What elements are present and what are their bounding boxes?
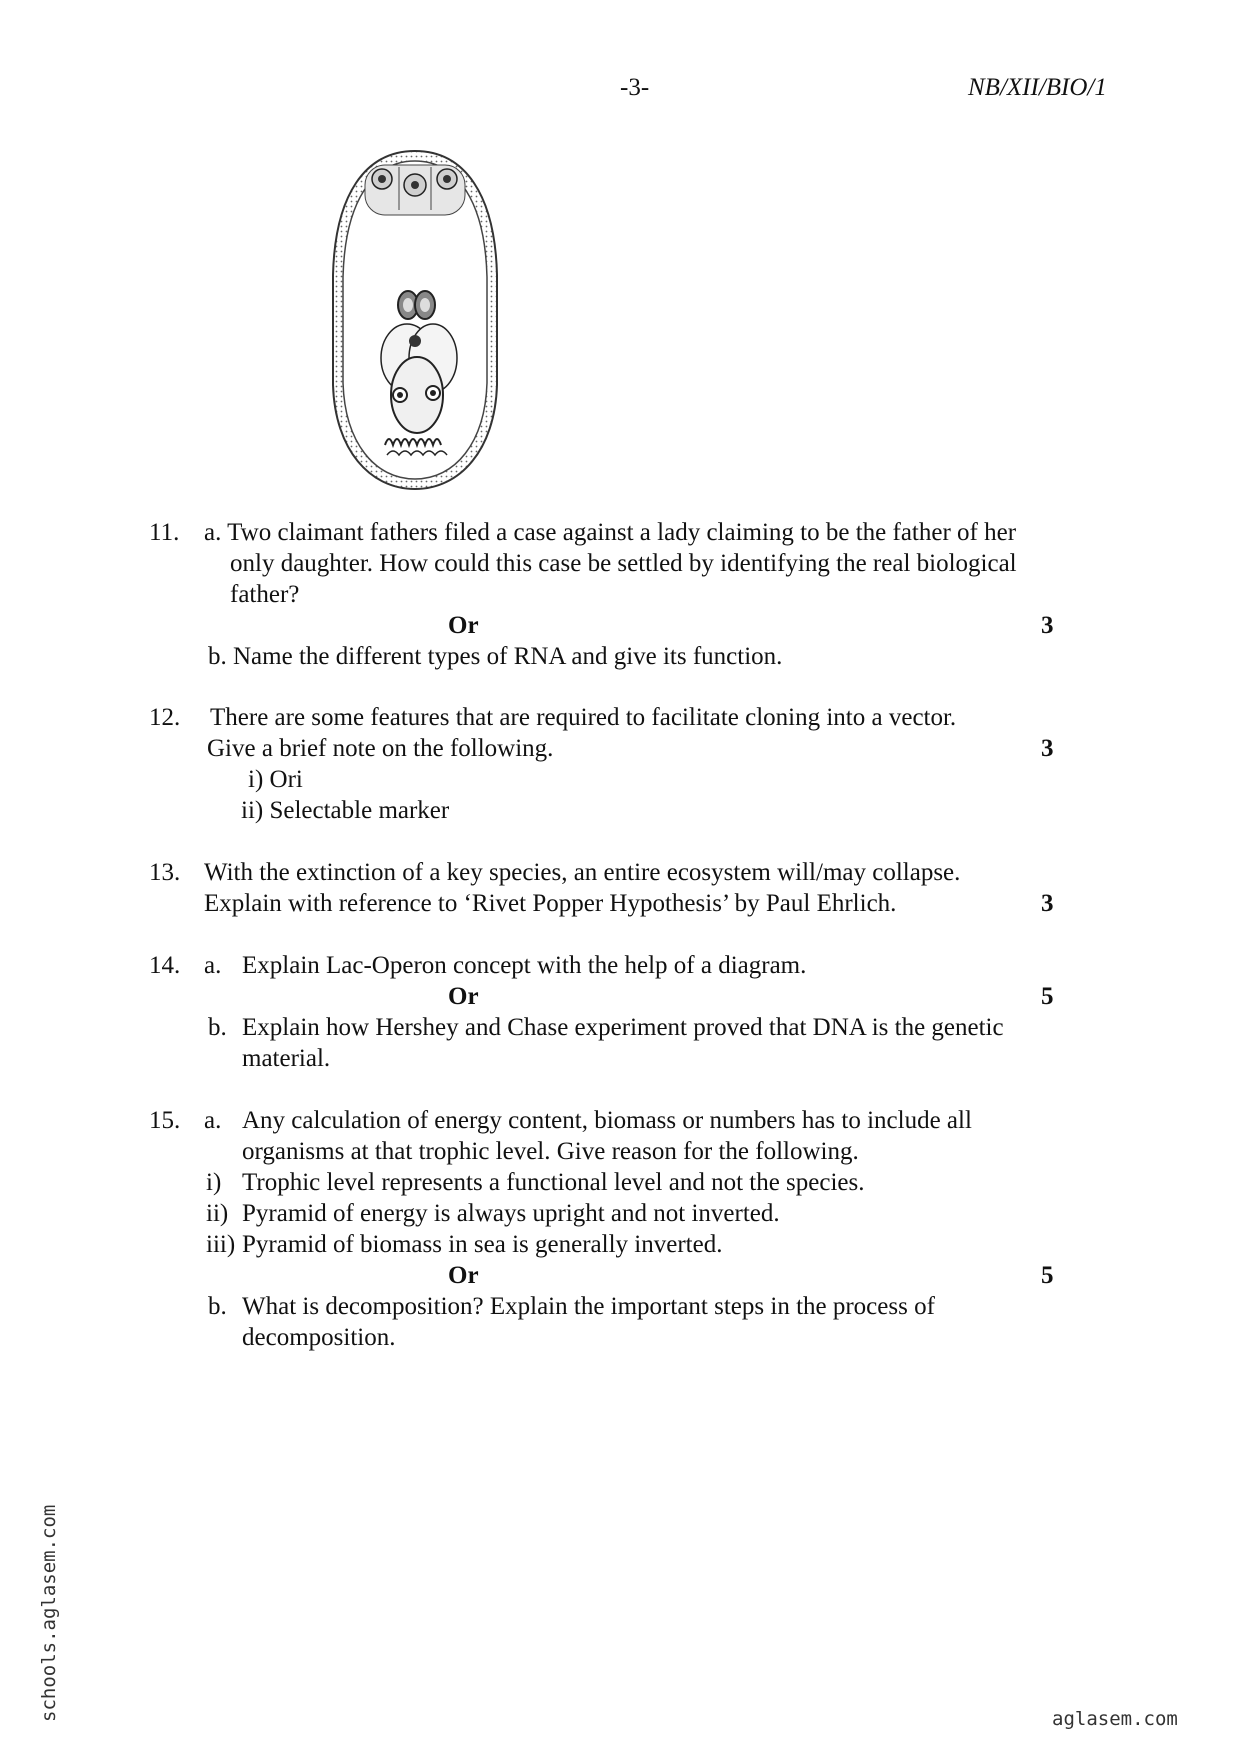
q15-item-2-text: Pyramid of energy is always upright and not inverted. (242, 1200, 780, 1227)
q14-or: Or (448, 983, 479, 1010)
q12-item-1: i) Ori (248, 766, 303, 793)
q11-a-line-2: only daughter. How could this case be settled by identifying the real biological (230, 550, 1017, 577)
q14-marks: 5 (1041, 983, 1054, 1010)
q11-number: 11. (149, 519, 180, 546)
q15-item-3-text: Pyramid of biomass in sea is generally inverted. (242, 1231, 723, 1258)
q15-a-line-2: organisms at that trophic level. Give reason for the following. (242, 1138, 859, 1165)
q15-item-2-label: ii) (206, 1200, 229, 1227)
q14-a-label: a. (204, 952, 222, 979)
q12-item-2: ii) Selectable marker (241, 797, 450, 824)
side-watermark: schools.aglasem.com (38, 1504, 60, 1722)
q15-a-line-1: Any calculation of energy content, biomass or numbers has to include all (242, 1107, 972, 1134)
q15-b-line-1: What is decomposition? Explain the important steps in the process of (242, 1293, 935, 1320)
q15-or: Or (448, 1262, 479, 1289)
q13-number: 13. (149, 859, 181, 886)
q12-line-1: There are some features that are required to facilitate cloning into a vector. (210, 704, 957, 731)
q15-b-label: b. (208, 1293, 227, 1320)
q13-line-2: Explain with reference to ‘Rivet Popper Hypothesis’ by Paul Ehrlich. (204, 890, 897, 917)
embryo-sac-diagram (325, 145, 505, 495)
q11-b-line-1: b. Name the different types of RNA and give its function. (208, 643, 783, 670)
q15-number: 15. (149, 1107, 181, 1134)
q14-b-line-2: material. (242, 1045, 331, 1072)
page-number: -3- (620, 74, 650, 101)
q11-a-line-1: a. Two claimant fathers filed a case against a lady claiming to be the father of her (204, 519, 1017, 546)
q11-a-line-3: father? (230, 581, 300, 608)
q13-marks: 3 (1041, 890, 1054, 917)
q14-a-line-1: Explain Lac-Operon concept with the help of a diagram. (242, 952, 807, 979)
q11-or: Or (448, 612, 479, 639)
q14-b-line-1: Explain how Hershey and Chase experiment proved that DNA is the genetic (242, 1014, 1004, 1041)
q15-marks: 5 (1041, 1262, 1054, 1289)
q15-item-3-label: iii) (206, 1231, 236, 1258)
paper-code: NB/XII/BIO/1 (968, 74, 1107, 101)
footer-watermark: aglasem.com (1052, 1708, 1178, 1730)
q15-a-label: a. (204, 1107, 222, 1134)
q12-number: 12. (149, 704, 181, 731)
q12-marks: 3 (1041, 735, 1054, 762)
q11-marks: 3 (1041, 612, 1054, 639)
q13-line-1: With the extinction of a key species, an entire ecosystem will/may collapse. (204, 859, 961, 886)
q14-b-label: b. (208, 1014, 227, 1041)
q12-line-2: Give a brief note on the following. (207, 735, 554, 762)
q14-number: 14. (149, 952, 181, 979)
q15-b-line-2: decomposition. (242, 1324, 396, 1351)
q15-item-1-label: i) (206, 1169, 222, 1196)
q15-item-1-text: Trophic level represents a functional level and not the species. (242, 1169, 865, 1196)
